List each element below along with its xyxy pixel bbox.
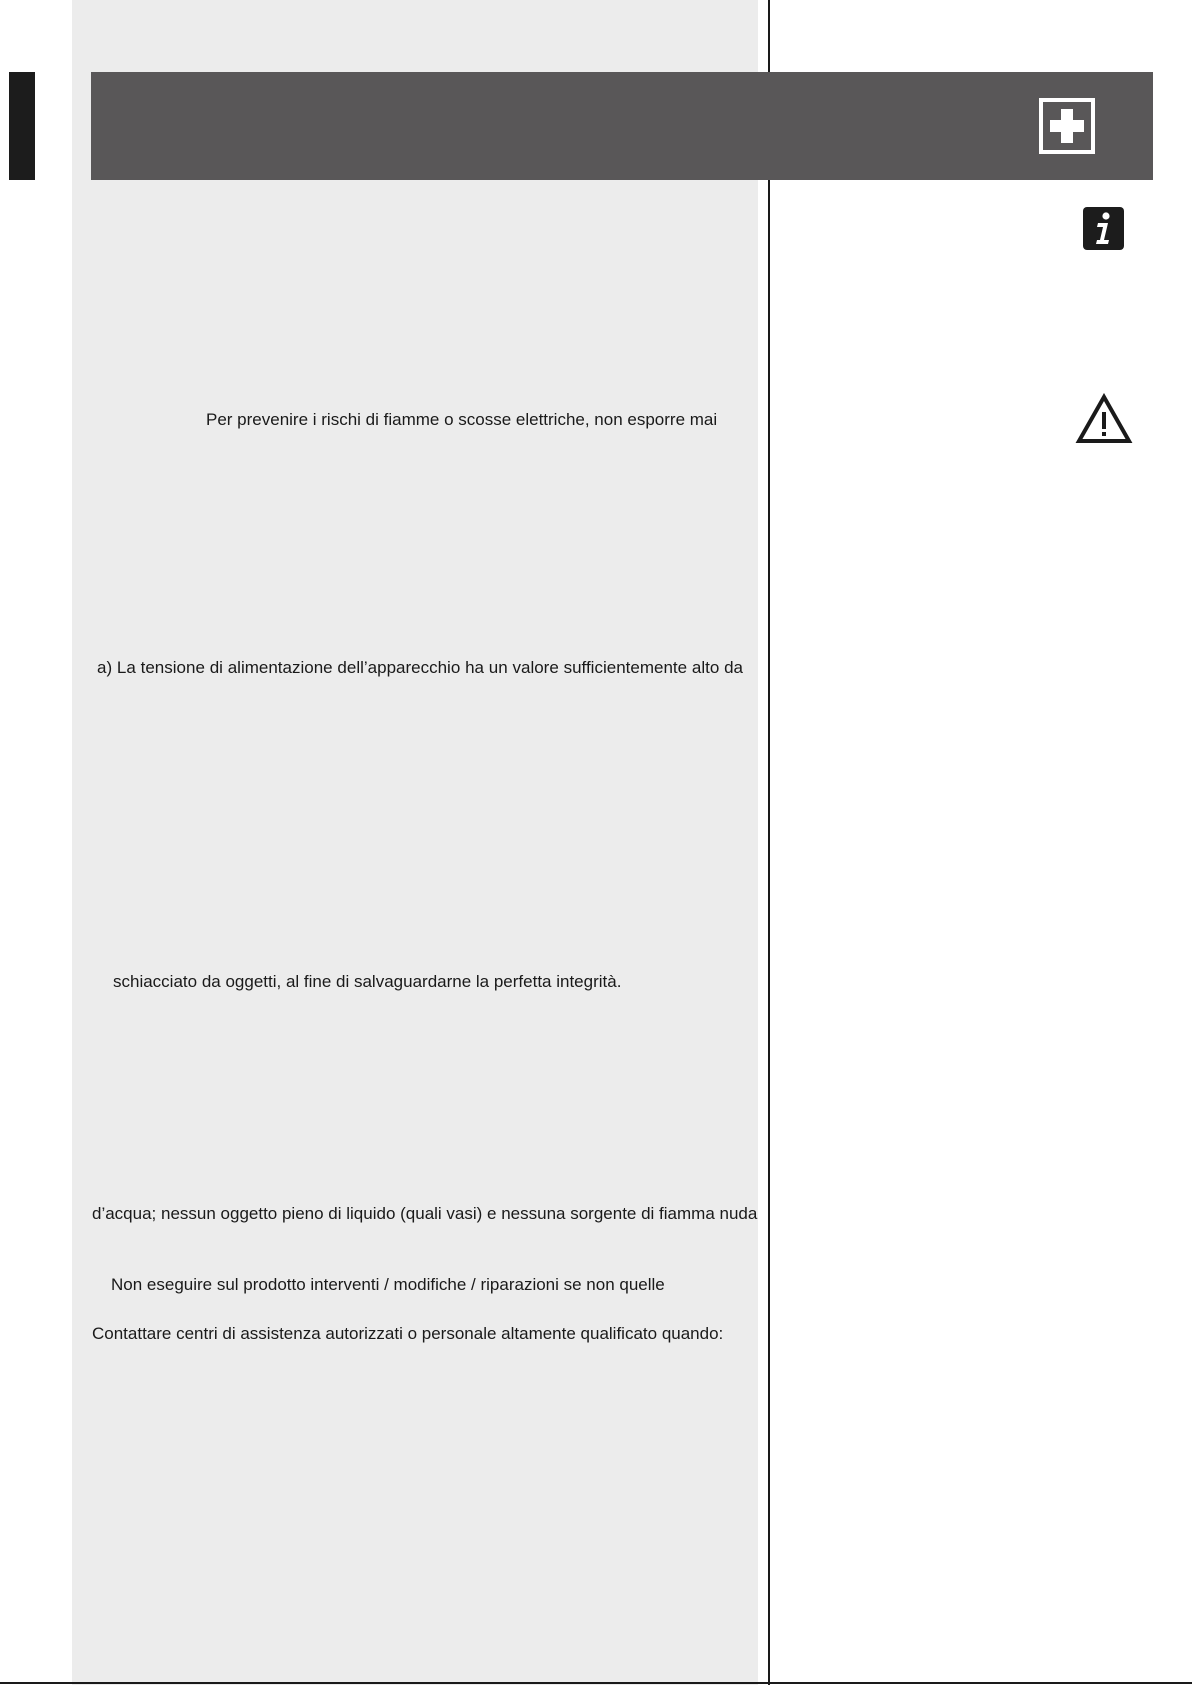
column-divider bbox=[768, 0, 770, 1685]
bottom-rule bbox=[0, 1682, 1192, 1684]
page-edge-tab bbox=[9, 72, 35, 180]
left-text-column bbox=[72, 0, 758, 1685]
text-line-crushed: schiacciato da oggetti, al fine di salvaguardarne la perfetta integrità. bbox=[113, 972, 622, 991]
text-line-prevent-risk: Per prevenire i rischi di fiamme o scosse elettriche, non esporre mai bbox=[206, 410, 718, 429]
section-header-bar bbox=[91, 72, 1153, 180]
text-line-contact: Contattare centri di assistenza autorizzati o personale altamente qualificato quando: bbox=[92, 1324, 724, 1343]
text-line-no-interventions: Non eseguire sul prodotto interventi / modifiche / riparazioni se non quelle bbox=[111, 1275, 665, 1294]
info-icon bbox=[1083, 207, 1124, 250]
first-aid-cross-icon bbox=[1039, 98, 1095, 154]
text-line-water: d’acqua; nessun oggetto pieno di liquido (quali vasi) e nessuna sorgente di fiamma nuda bbox=[92, 1204, 758, 1223]
warning-triangle-icon bbox=[1075, 393, 1133, 445]
text-line-voltage: a) La tensione di alimentazione dell’apparecchio ha un valore sufficientemente alto da bbox=[97, 658, 743, 677]
